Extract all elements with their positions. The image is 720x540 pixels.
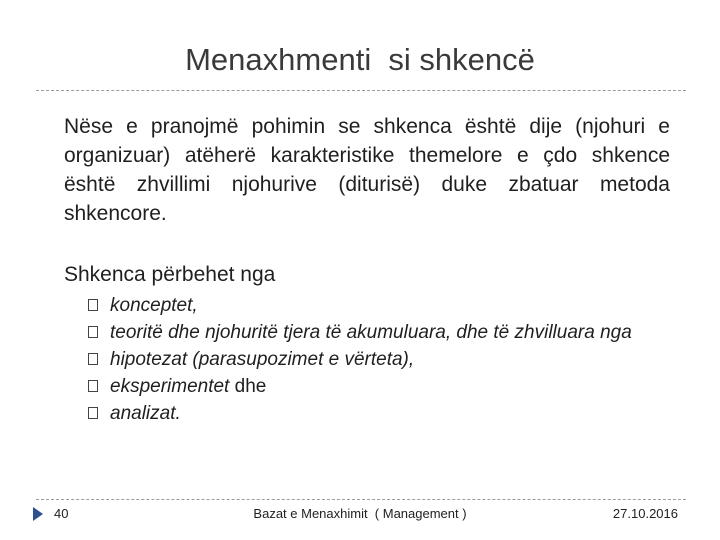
list-item [88, 319, 678, 346]
footer-divider [36, 499, 686, 500]
list-item [88, 400, 678, 427]
bullet-text-plain: dhe [229, 376, 267, 397]
list-item [88, 346, 678, 373]
bullet-text: teoritë dhe njohuritë tjera të akumuluara, dhe të zhvilluara nga [110, 322, 632, 343]
bullet-text: hipotezat (parasupozimet e vërteta), [110, 349, 415, 370]
bullet-box-icon [88, 353, 98, 365]
footer-date: 27.10.2016 [612, 506, 678, 521]
bullet-text: konceptet, [110, 295, 198, 316]
slide-title: Menaxhmenti si shkencë [185, 42, 535, 77]
intro-paragraph: Nëse e pranojmë pohimin se shkenca është dije (njohuri e organizuar) atëherë karakteristike themelore e çdo shkence është zhvillimi njohurive (diturisë) duke zbatuar metoda shkencore. [64, 115, 670, 225]
bullet-list [88, 292, 678, 427]
footer-course-title: Bazat e Menaxhimit ( Management ) [253, 506, 467, 521]
bullet-box-icon [88, 299, 98, 311]
list-item [88, 373, 678, 400]
list-item [88, 292, 678, 319]
bullet-text: analizat. [110, 403, 181, 424]
bullet-box-icon [88, 407, 98, 419]
section-subheading: Shkenca përbehet nga [64, 263, 276, 286]
page-number: 40 [54, 506, 69, 521]
bullet-box-icon [88, 326, 98, 338]
title-divider [36, 90, 686, 91]
bullet-box-icon [88, 380, 98, 392]
bullet-text: eksperimentet [110, 376, 230, 397]
